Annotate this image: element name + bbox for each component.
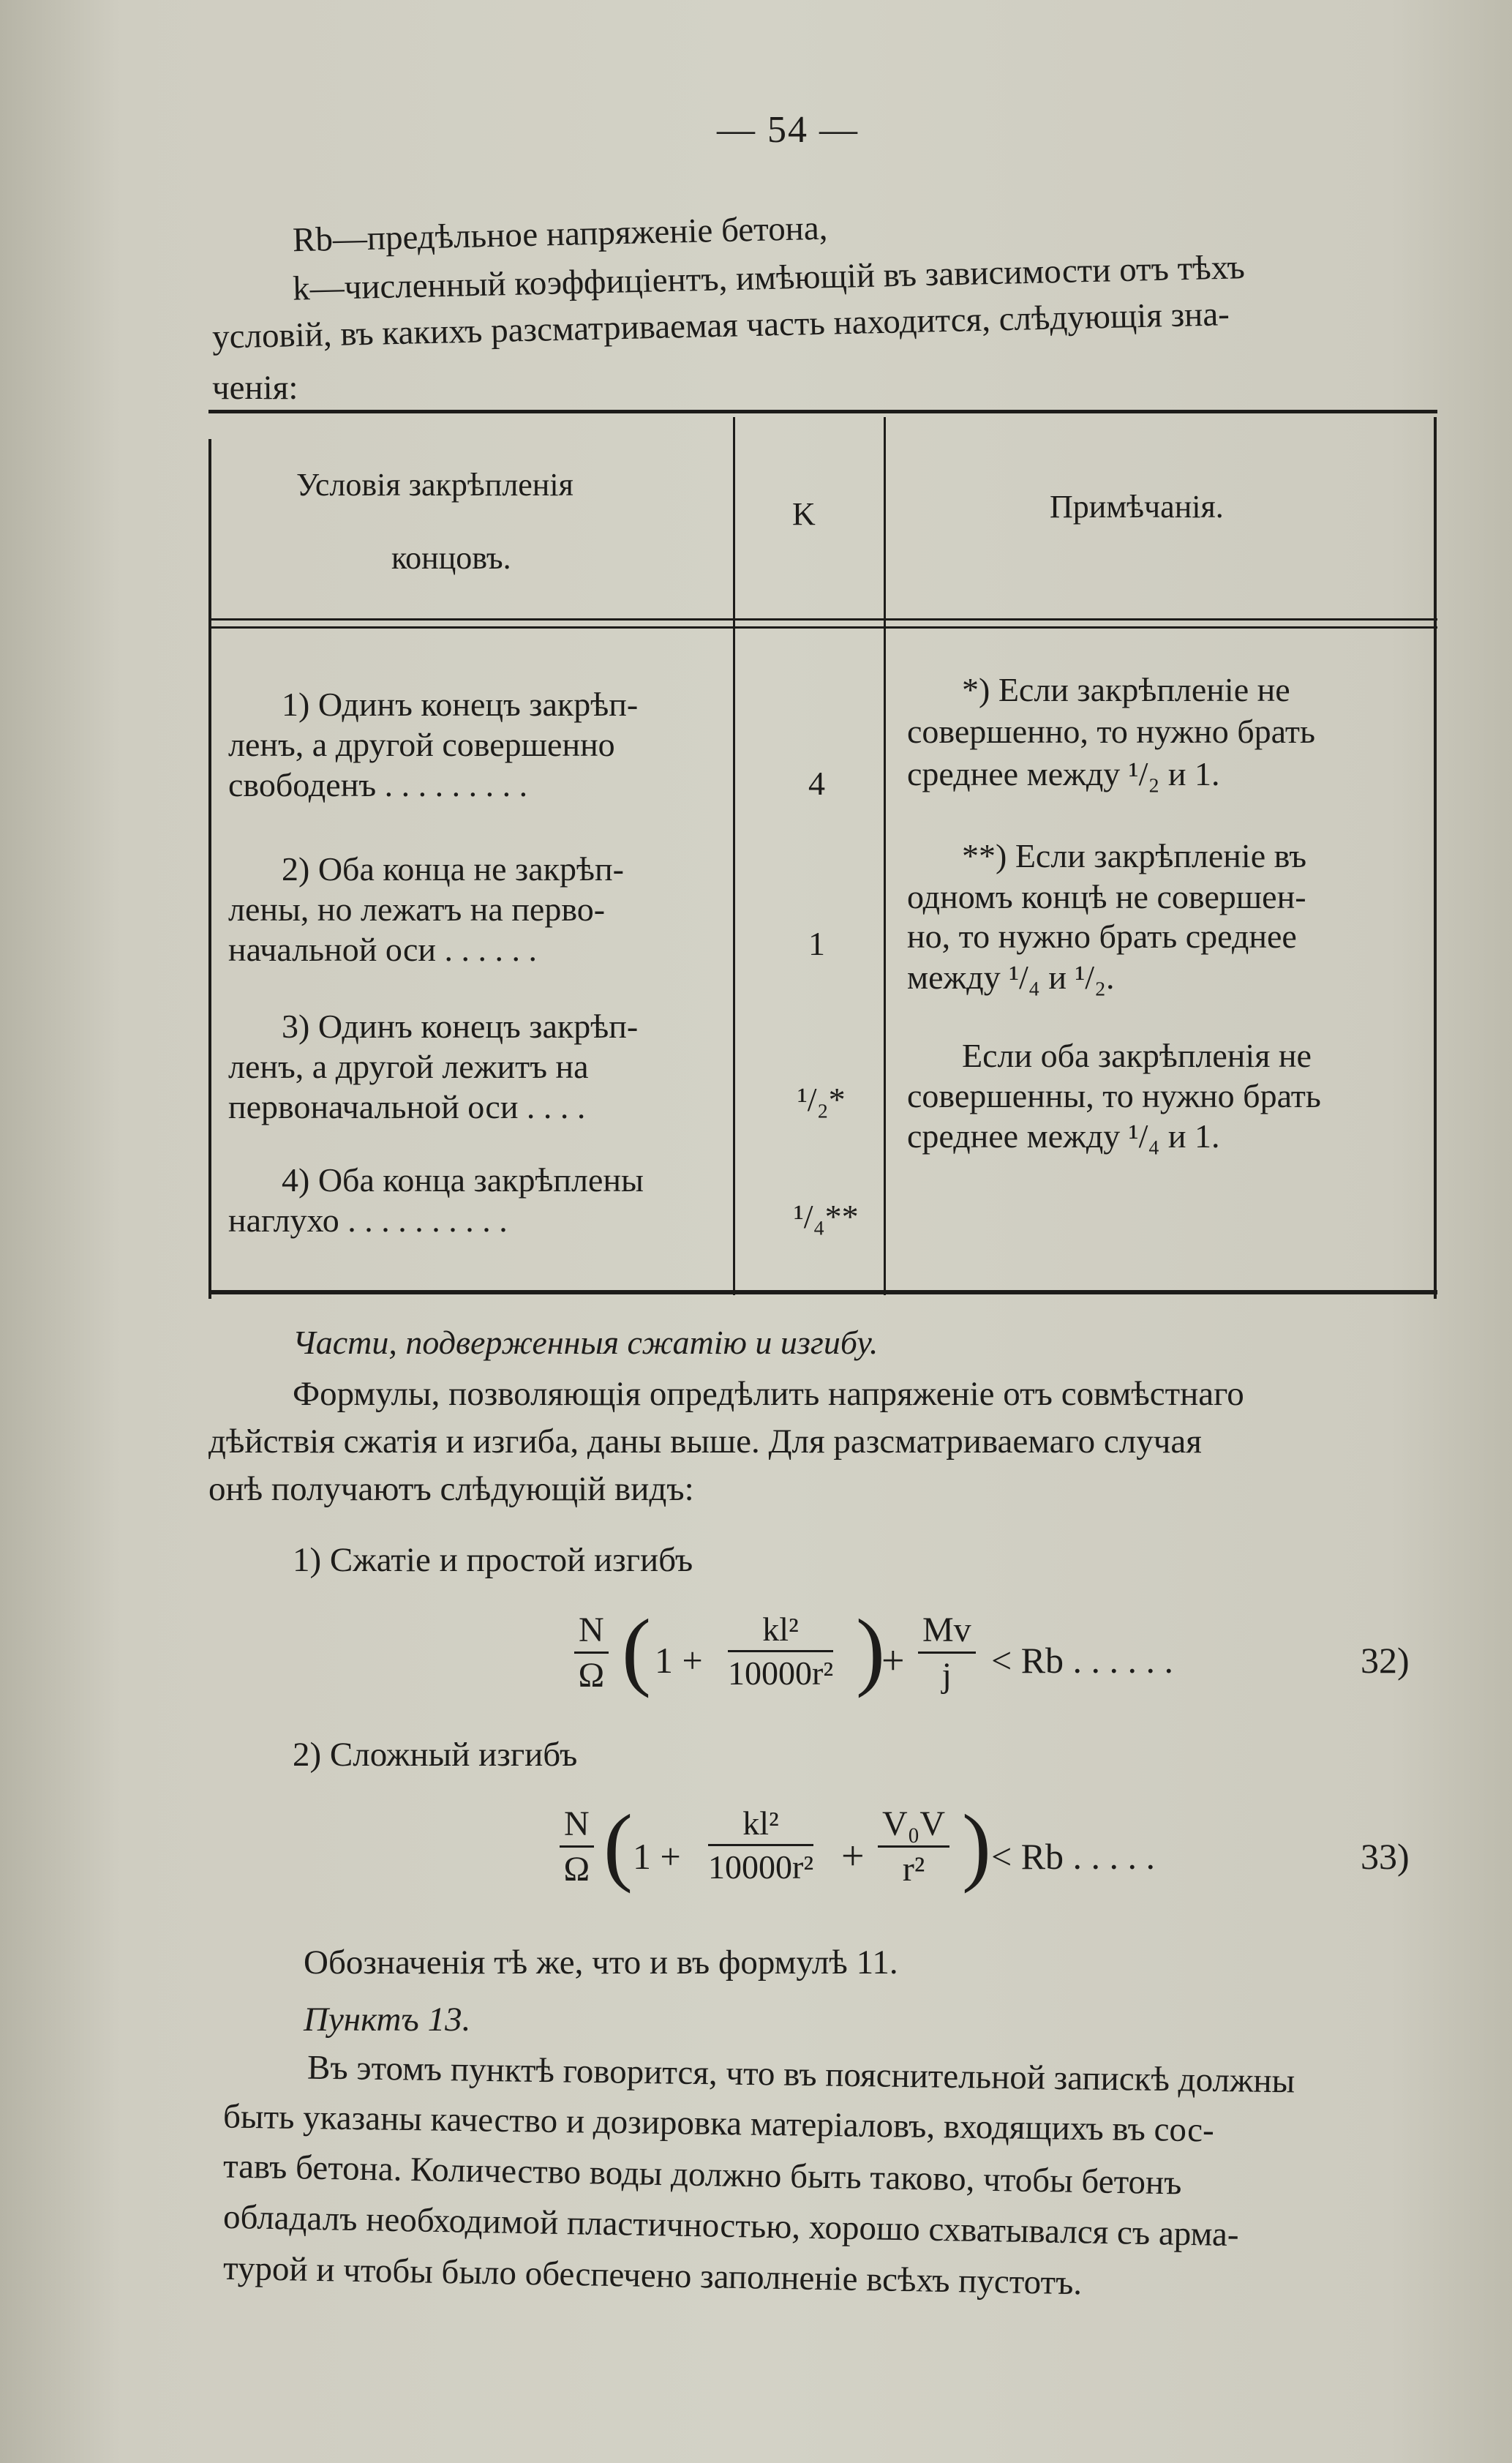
- row2-line1: 2) Оба конца не закрѣп-: [282, 850, 624, 888]
- row1-line1: 1) Одинъ конецъ закрѣп-: [282, 686, 639, 723]
- formula32-left-paren: (: [622, 1601, 651, 1698]
- punkt-title: Пунктъ 13.: [304, 2001, 471, 2039]
- note1-line3: среднее между ¹/₂ и 1.: [907, 755, 1220, 792]
- formula33-n-omega: $\frac{N}{\Omega}$: [560, 1804, 594, 1889]
- note3-line2: совершенны, то нужно брать: [907, 1077, 1321, 1114]
- note2-line2: одномъ концѣ не совершен-: [907, 878, 1306, 915]
- formula32-plus: +: [881, 1638, 905, 1684]
- table-divider-1: [733, 417, 735, 1295]
- row3-line3: первоначальной оси . . . .: [228, 1088, 586, 1125]
- row4-line2: наглухо . . . . . . . . . .: [228, 1201, 508, 1239]
- row1-line3: свободенъ . . . . . . . . .: [228, 766, 528, 803]
- formula32-one: 1 +: [655, 1640, 703, 1681]
- para2-line3: тавъ бетона. Количество воды должно быть таково, чтобы бетонъ: [222, 2147, 1182, 2203]
- case2-label: 2) Сложный изгибъ: [293, 1736, 578, 1774]
- row2-k: 1: [808, 925, 825, 962]
- table-divider-2: [884, 417, 886, 1295]
- header-conditions-2: концовъ.: [391, 540, 511, 576]
- row4-k: ¹/₄**: [794, 1198, 859, 1235]
- intro-line-4: ченія:: [212, 369, 298, 407]
- formula32-n-omega: $\frac{N}{\Omega}$: [574, 1610, 609, 1695]
- para2-line1: Въ этомъ пунктѣ говорится, что въ пояснительной запискѣ должны: [306, 2048, 1295, 2101]
- row2-line3: начальной оси . . . . . .: [228, 931, 537, 968]
- row3-line2: ленъ, а другой лежитъ на: [228, 1048, 589, 1085]
- header-conditions: Условія закрѣпленія: [296, 467, 573, 503]
- row4-line1: 4) Оба конца закрѣплены: [282, 1161, 644, 1199]
- formula33-right-paren: ): [962, 1796, 991, 1894]
- note1-line2: совершенно, то нужно брать: [907, 713, 1315, 750]
- para1-line2: дѣйствія сжатія и изгиба, даны выше. Для разсматриваемаго случая: [208, 1422, 1202, 1461]
- note2-line1: **) Если закрѣпленіе въ: [962, 837, 1306, 874]
- case1-label: 1) Сжатіе и простой изгибъ: [293, 1541, 693, 1579]
- para1-line3: онѣ получаютъ слѣдующій видъ:: [208, 1470, 694, 1508]
- formula33-one: 1 +: [633, 1836, 681, 1877]
- header-k: K: [792, 496, 816, 532]
- formula32-mv-frac: $\frac{Mv}{j}$: [918, 1610, 976, 1695]
- formula32-right-paren: ): [856, 1601, 885, 1698]
- header-rule-1: [208, 618, 1437, 621]
- formula33-rhs: < Rb . . . . .: [991, 1836, 1156, 1877]
- formula33-plus: +: [841, 1834, 865, 1879]
- formula33-left-paren: (: [603, 1796, 633, 1894]
- note1-line1: *) Если закрѣпленіе не: [962, 671, 1290, 708]
- intro-line-2: k—численный коэффиціентъ, имѣющій въ зависимости отъ тѣхъ: [292, 248, 1246, 308]
- header-notes: Примѣчанія.: [1050, 489, 1224, 525]
- notation-line: Обозначенія тѣ же, что и въ формулѣ 11.: [304, 1943, 898, 1982]
- formula33-kl-frac: $\frac{\text{kl²}}{\text{10000r²}}$: [708, 1804, 814, 1886]
- table-top-rule: [208, 410, 1437, 413]
- note3-line1: Если оба закрѣпленія не: [962, 1037, 1312, 1074]
- row1-k: 4: [808, 765, 825, 802]
- para2-line4: обладалъ необходимой пластичностью, хорошо схватывался съ арма-: [222, 2197, 1239, 2254]
- intro-line-3: условій, въ какихъ разсматриваемая часть находится, слѣдующія зна-: [211, 295, 1230, 356]
- row1-line2: ленъ, а другой совершенно: [228, 726, 615, 763]
- header-rule-2: [208, 626, 1437, 629]
- para2-line2: быть указаны качество и дозировка матеріаловъ, входящихъ въ сос-: [222, 2097, 1215, 2150]
- note2-line4: между ¹/₄ и ¹/₂.: [907, 959, 1115, 996]
- para1-line1: Формулы, позволяющія опредѣлить напряженіе отъ совмѣстнаго: [293, 1375, 1244, 1413]
- formula33-v-frac: $\frac{\text{V₀V}}{\text{r²}}$: [878, 1804, 949, 1889]
- table-right-border: [1434, 417, 1437, 1299]
- formula33-number: 33): [1361, 1836, 1410, 1877]
- row2-line2: лены, но лежатъ на перво-: [228, 891, 606, 928]
- section-title: Части, подверженныя сжатію и изгибу.: [293, 1324, 879, 1361]
- note3-line3: среднее между ¹/₄ и 1.: [907, 1117, 1220, 1155]
- formula32-rhs: < Rb . . . . . .: [991, 1640, 1174, 1681]
- intro-line-1: Rb—предѣльное напряженіе бетона,: [292, 209, 828, 260]
- row3-line1: 3) Одинъ конецъ закрѣп-: [282, 1008, 639, 1045]
- formula32-number: 32): [1361, 1640, 1410, 1681]
- note2-line3: но, то нужно брать среднее: [907, 918, 1297, 955]
- para2-line5: турой и чтобы было обеспечено заполненіе всѣхъ пустотъ.: [222, 2249, 1083, 2303]
- table-left-border: [208, 439, 211, 1299]
- formula32-kl-frac: $\frac{\text{kl²}}{\text{10000r²}}$: [728, 1611, 834, 1692]
- row3-k: ¹/₂*: [797, 1081, 846, 1118]
- table-bottom-rule: [208, 1290, 1437, 1294]
- page-number: — 54 —: [717, 109, 859, 151]
